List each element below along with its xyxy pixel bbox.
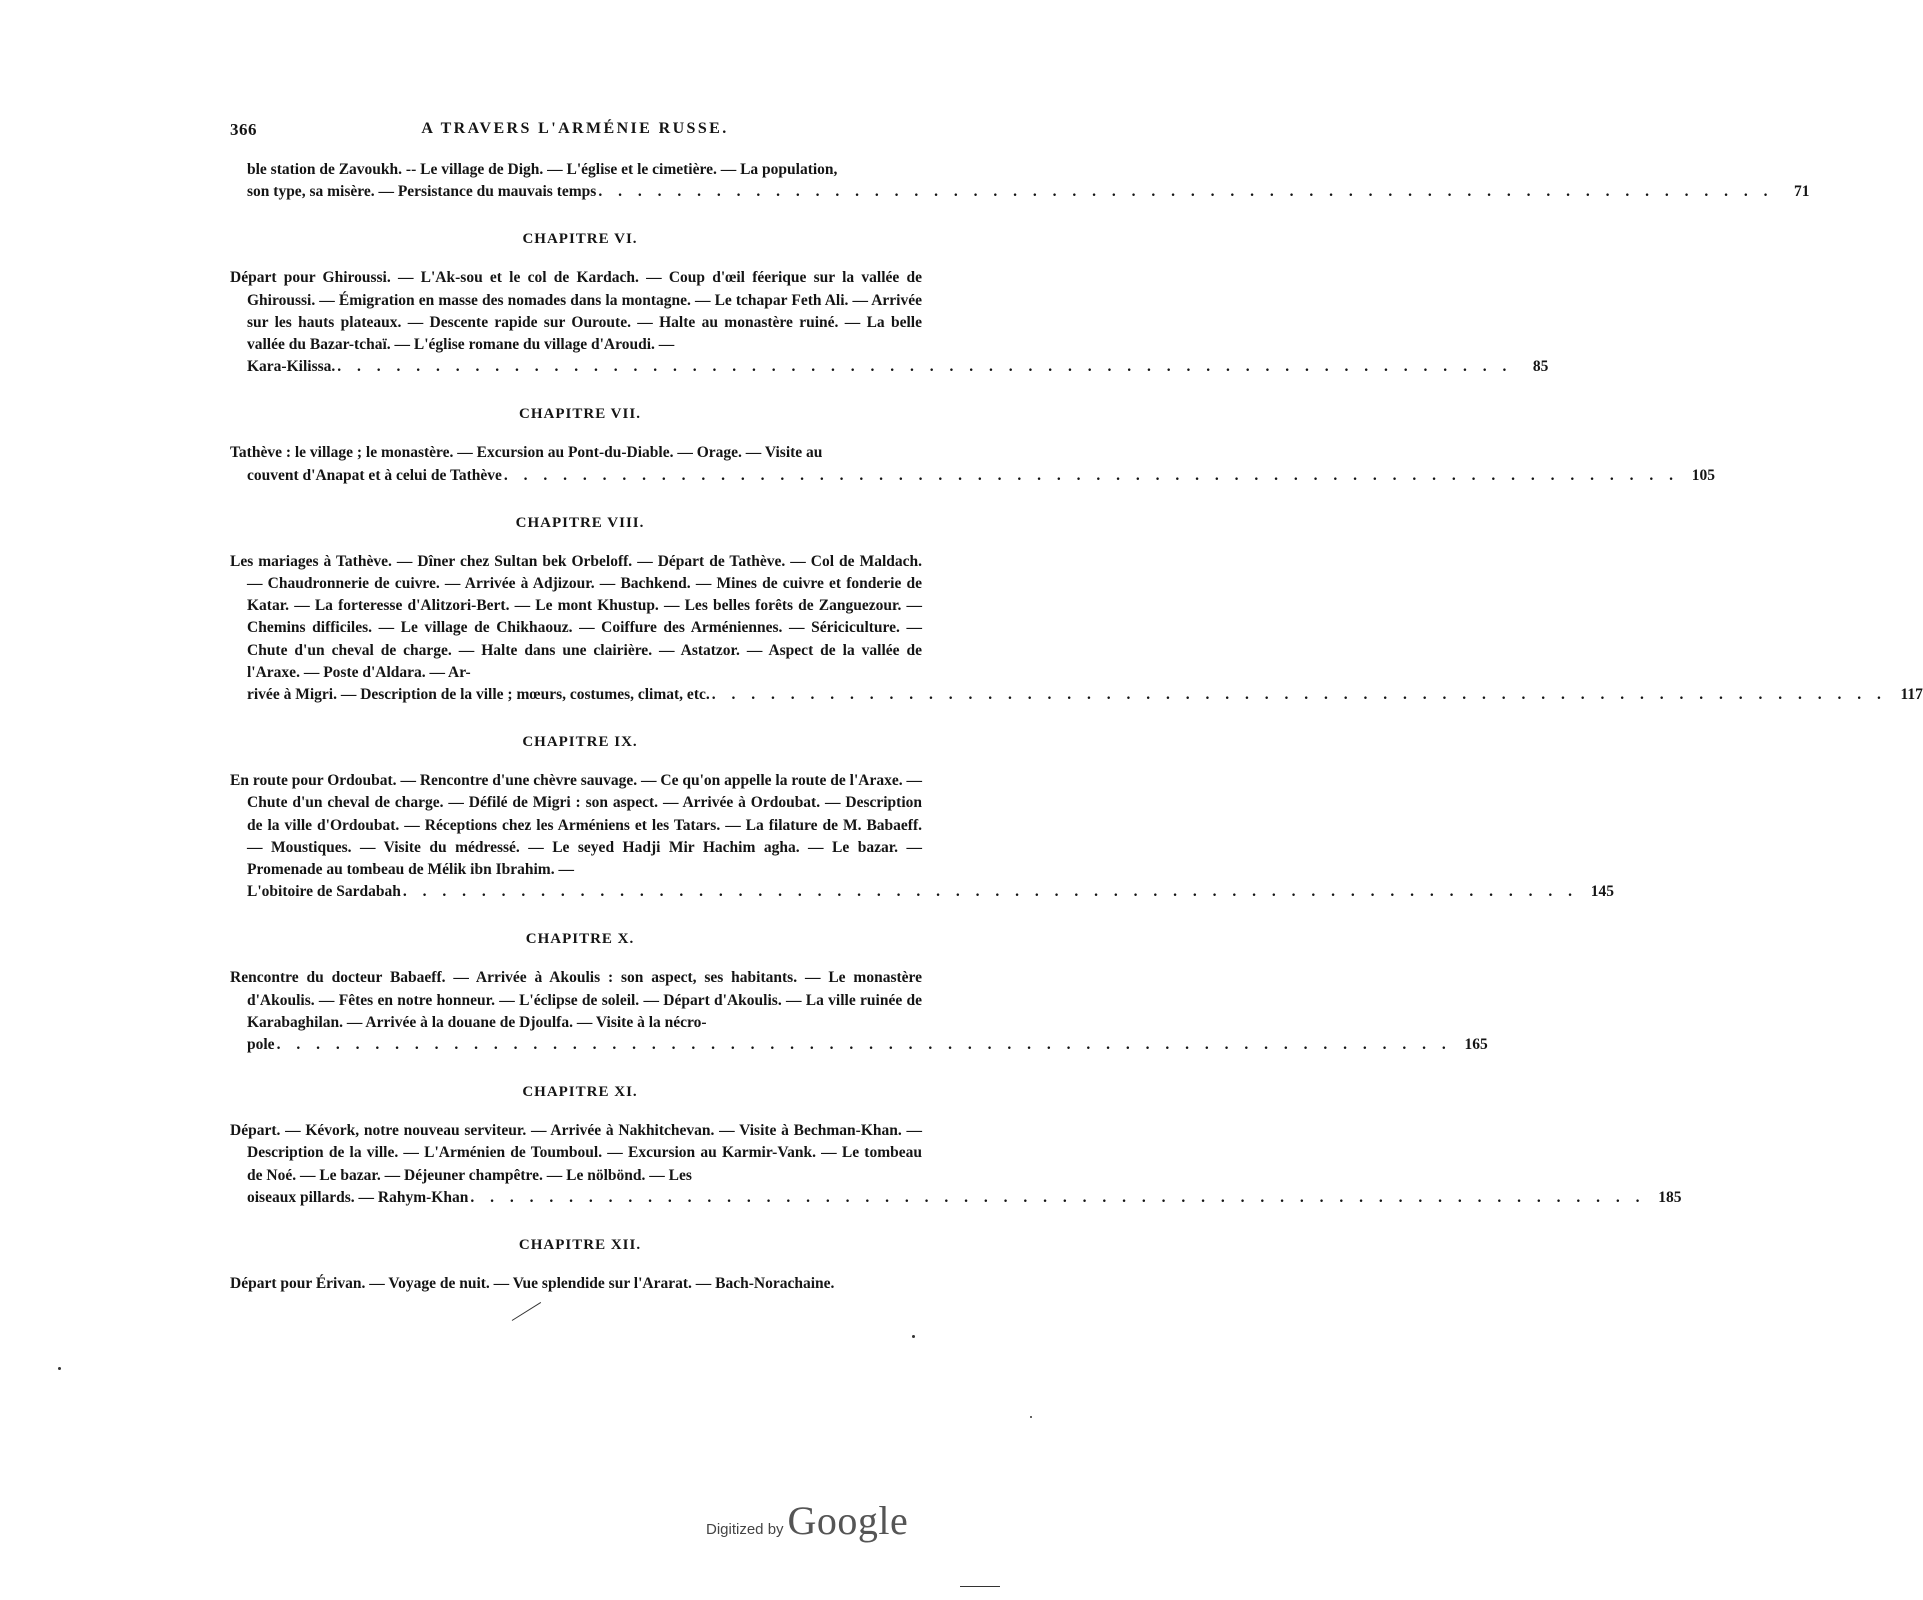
- dot-leader: . . . . . . . . . . . . . . . . . . . . . . . . . . . . . . . . . . . . . . . . . . . . . . . . . . . . . . . . . . . .: [711, 686, 1887, 704]
- entry-last-line: [230, 684, 1923, 706]
- chapter-title: CHAPITRE XII.: [518, 1237, 642, 1254]
- scan-mark: [960, 1586, 1000, 1587]
- chapter-title: CHAPITRE VIII.: [515, 514, 645, 531]
- chapter-9: [230, 731, 1615, 903]
- entry-text: Départ. — Kévork, notre nouveau serviteur. — Arrivée à Nakhitchevan. — Visite à Bechman-Khan. — Description de la ville. — L'Arménien de Toumboul. — Excursion au Karmir-Vank. — Le tombeau de Noé. — Le bazar. — Déjeuner champêtre. — Le nölbönd. — Les: [230, 1122, 922, 1184]
- chapter-11: [230, 1081, 1682, 1209]
- page-reference: 145: [1590, 883, 1615, 901]
- chapter-title: CHAPITRE VI.: [522, 231, 638, 248]
- entry-last-line: [230, 356, 1549, 378]
- dot-leader: . . . . . . . . . . . . . . . . . . . . . . . . . . . . . . . . . . . . . . . . . . . . . . . . . . . . . . . . . . . .: [337, 358, 1513, 376]
- watermark-prefix: Digitized by: [706, 1521, 784, 1538]
- entry-text: Tathève : le village ; le monastère. — Excursion au Pont-du-Diable. — Orage. — Visite au: [230, 444, 823, 462]
- pen-stroke: [512, 1302, 541, 1321]
- page-reference: 85: [1532, 358, 1549, 376]
- chapter-summary: [230, 770, 1615, 903]
- page-reference: 71: [1793, 183, 1810, 201]
- scan-speck: [1030, 1416, 1032, 1418]
- entry-last-line: [230, 465, 1716, 487]
- chapter-summary: [230, 267, 1549, 378]
- chapter-summary: [230, 551, 1923, 706]
- chapter-summary: [230, 442, 1716, 486]
- page-number: 366: [230, 120, 257, 139]
- chapter-6: [230, 228, 1549, 378]
- page-reference: 117: [1900, 686, 1923, 704]
- entry-text: Rencontre du docteur Babaeff. — Arrivée à Akoulis : son aspect, ses habitants. — Le monastère d'Akoulis. — Fêtes en notre honneur. — L'éclipse de soleil. — Départ d'Akoulis. — La ville ruinée de Karabaghilan. — Arrivée à la douane de Djoulfa. — Visite à la nécro-: [230, 969, 922, 1031]
- entry-last-line: [230, 1034, 1488, 1056]
- chapter-title: CHAPITRE IX.: [522, 734, 638, 751]
- entry-text: ble station de Zavoukh. -- Le village de Digh. — L'église et le cimetière. — La population,: [247, 161, 838, 178]
- chapter-12: [230, 1234, 922, 1295]
- chapter-title: CHAPITRE XI.: [522, 1084, 638, 1101]
- scan-speck: [912, 1335, 915, 1338]
- google-logo: Google: [787, 1498, 909, 1543]
- chapter-summary: Départ pour Érivan. — Voyage de nuit. — Vue splendide sur l'Ararat. — Bach-Norachaine.: [230, 1275, 835, 1293]
- page-reference: 185: [1658, 1188, 1682, 1206]
- page-header: [230, 120, 920, 144]
- entry-text: Départ pour Ghiroussi. — L'Ak-sou et le col de Kardach. — Coup d'œil féerique sur la vallée de Ghiroussi. — Émigration en masse des nomades dans la montagne. — Le tchapar Feth Ali. — Arrivée sur les hauts plateaux. — Descente rapide sur Ouroute. — Halte au monastère ruiné. — La belle vallée du Bazar-tchaï. — L'église romane du village d'Aroudi. —: [230, 269, 922, 354]
- continuation-entry: [230, 159, 1810, 203]
- entry-last-line: [230, 181, 1810, 203]
- entry-last-line: [230, 881, 1615, 903]
- running-title: A TRAVERS L'ARMÉNIE RUSSE.: [421, 120, 729, 137]
- digitized-watermark: [706, 1497, 916, 1547]
- chapter-title: CHAPITRE X.: [525, 931, 635, 948]
- page-reference: 105: [1691, 466, 1716, 484]
- chapter-summary: [230, 1120, 1682, 1209]
- entry-last-text: rivée à Migri. — Description de la ville ; mœurs, costumes, climat, etc.: [247, 686, 710, 704]
- entry-last-text: Kara-Kilissa.: [247, 358, 336, 376]
- table-of-contents: [230, 159, 1923, 1295]
- scan-speck: [58, 1367, 61, 1370]
- page-reference: 165: [1464, 1036, 1488, 1054]
- dot-leader: . . . . . . . . . . . . . . . . . . . . . . . . . . . . . . . . . . . . . . . . . . . . . . . . . . . . . . . . . . . .: [598, 183, 1774, 201]
- chapter-summary: [230, 967, 1488, 1056]
- chapter-title: CHAPITRE VII.: [519, 406, 641, 423]
- entry-last-text: son type, sa misère. — Persistance du mauvais temps: [247, 183, 597, 201]
- chapter-7: [230, 403, 1716, 486]
- chapter-10: [230, 928, 1488, 1056]
- dot-leader: . . . . . . . . . . . . . . . . . . . . . . . . . . . . . . . . . . . . . . . . . . . . . . . . . . . . . . . . . . . .: [503, 466, 1680, 484]
- entry-last-text: pole: [247, 1036, 275, 1054]
- entry-text: En route pour Ordoubat. — Rencontre d'une chèvre sauvage. — Ce qu'on appelle la route de l'Araxe. — Chute d'un cheval de charge. — Défilé de Migri : son aspect. — Arrivée à Ordoubat. — Description de la ville d'Ordoubat. — Réceptions chez les Arméniens et les Tatars. — La filature de M. Babaeff. — Moustiques. — Visite du médressé. — Le seyed Hadji Mir Hachim agha. — Le bazar. — Promenade au tombeau de Mélik ibn Ibrahim. —: [230, 772, 922, 879]
- entry-last-line: [230, 1187, 1682, 1209]
- dot-leader: . . . . . . . . . . . . . . . . . . . . . . . . . . . . . . . . . . . . . . . . . . . . . . . . . . . . . . . . . . . .: [276, 1036, 1452, 1054]
- entry-text: Les mariages à Tathève. — Dîner chez Sultan bek Orbeloff. — Départ de Tathève. — Col de Maldach. — Chaudronnerie de cuivre. — Arrivée à Adjizour. — Bachkend. — Mines de cuivre et fonderie de Katar. — La forteresse d'Alitzori-Bert. — Le mont Khustup. — Les belles forêts de Zanguezour. — Chemins difficiles. — Le village de Chikhaouz. — Coiffure des Arméniennes. — Sériciculture. — Chute d'un cheval de charge. — Halte dans une clairière. — Astatzor. — Aspect de la vallée de l'Araxe. — Poste d'Aldara. — Ar-: [230, 552, 922, 681]
- entry-last-text: L'obitoire de Sardabah: [247, 883, 401, 901]
- chapter-8: [230, 512, 1923, 706]
- dot-leader: . . . . . . . . . . . . . . . . . . . . . . . . . . . . . . . . . . . . . . . . . . . . . . . . . . . . . . . . . . . .: [470, 1188, 1646, 1206]
- dot-leader: . . . . . . . . . . . . . . . . . . . . . . . . . . . . . . . . . . . . . . . . . . . . . . . . . . . . . . . . . . . .: [402, 883, 1579, 901]
- entry-last-text: couvent d'Anapat et à celui de Tathève: [247, 466, 502, 484]
- entry-last-text: oiseaux pillards. — Rahym-Khan: [247, 1188, 469, 1206]
